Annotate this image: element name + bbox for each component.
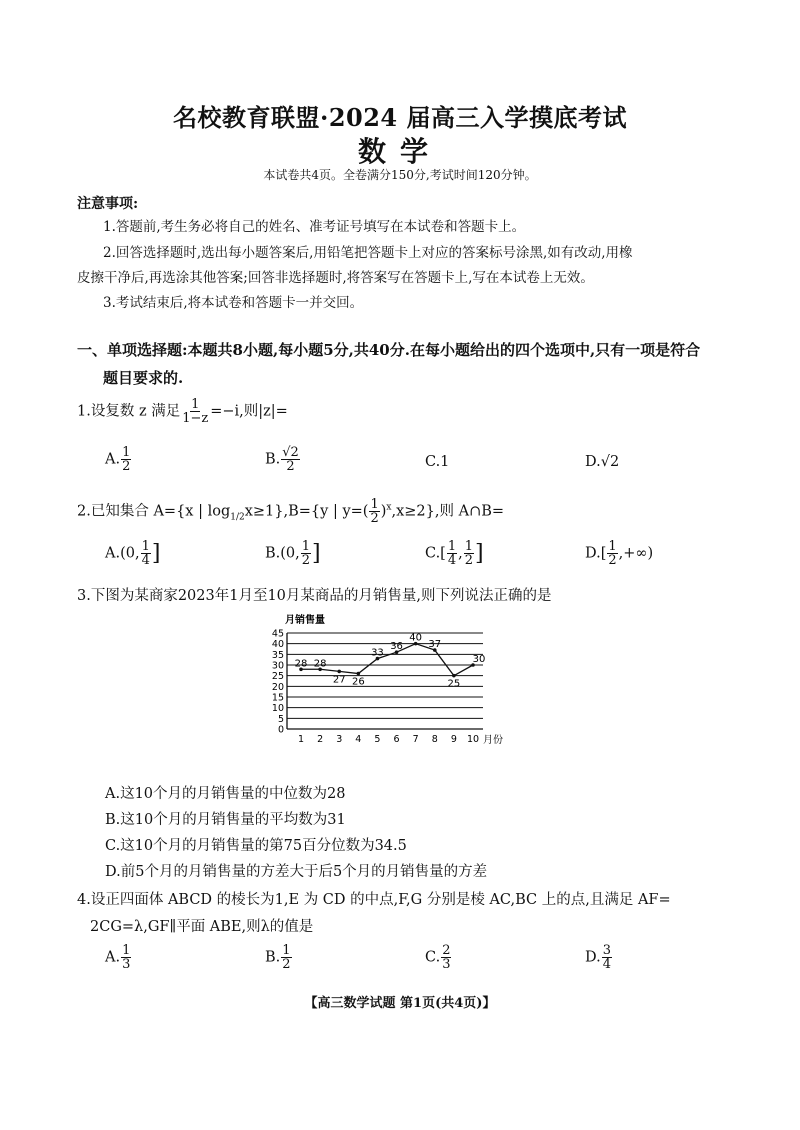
chart-y-tick-label: 5: [277, 713, 284, 725]
chart-data-label: 28: [294, 658, 308, 670]
notice-item-2-line-1: 2.回答选择题时,选出每小题答案后,用铅笔把答题卡上对应的答案标号涂黑,如有改动,用橡: [103, 245, 633, 261]
chart-x-tick-label: 3: [336, 734, 343, 745]
chart-data-label: 36: [390, 641, 403, 653]
notice-item-2-line-2: 皮擦干净后,再选涂其他答案;回答非选择题时,将答案写在答题卡上,写在本试卷上无效。: [77, 270, 594, 286]
chart-data-point: [357, 672, 361, 676]
q3-option-a[interactable]: A.这10个月的月销售量的中位数为28: [105, 786, 346, 802]
chart-x-tick-label: 8: [431, 734, 438, 745]
question-1-stem: 1.设复数 z 满足 $\frac{1}{1-z}$ =−i,则|z|=: [77, 397, 288, 426]
chart-data-label: 26: [351, 676, 365, 688]
question-2-stem: 2.已知集合 A={x | $\log_{1/2}x\ge 1\},B=\{y$ | y=( $\frac{1}{2}$ )$^x$,x≥2},则 A∩B=: [77, 497, 505, 526]
page-footer: 【高三数学试题 第1页(共4页)】: [304, 996, 496, 1011]
chart-y-tick-label: 10: [271, 703, 284, 715]
q4-option-d[interactable]: D. $\frac{3}{4}$: [585, 943, 611, 972]
q1-fraction: $\frac{1}{1-z}$: [182, 397, 209, 426]
chart-data-label: 27: [332, 674, 346, 686]
chart-y-tick-label: 15: [271, 692, 284, 704]
chart-y-tick-label: 25: [271, 671, 284, 683]
chart-data-label: 37: [428, 639, 442, 651]
notice-item-1: 1.答题前,考生务必将自己的姓名、准考证号填写在本试卷和答题卡上。: [103, 219, 526, 235]
q1-option-d[interactable]: D.√2: [585, 454, 620, 470]
chart-y-tick-label: 20: [271, 681, 284, 693]
q4-option-a[interactable]: A. $\frac{1}{3}$: [105, 943, 131, 972]
question-4-stem-line-2: 2CG=λ,GF∥平面 ABE,则λ的值是: [90, 919, 314, 935]
chart-y-axis-label: 月销售量: [285, 615, 325, 626]
chart-y-tick-label: 35: [271, 649, 284, 661]
q4-option-c[interactable]: C. $\frac{2}{3}$: [425, 943, 451, 972]
exam-title: 名校教育联盟·2024 届高三入学摸底考试: [172, 103, 627, 132]
section-heading-line-2: 题目要求的.: [103, 369, 184, 387]
chart-data-label: 25: [447, 678, 461, 690]
chart-data-point: [337, 670, 341, 674]
chart-y-tick-label: 45: [271, 628, 284, 640]
chart-data-label: 40: [409, 632, 423, 644]
q3-option-b[interactable]: B.这10个月的月销售量的平均数为31: [105, 812, 346, 828]
q2-option-c[interactable]: C.[ $\frac{1}{4}$ , $\frac{1}{2}$ ]: [425, 539, 484, 568]
chart-data-label: 33: [371, 647, 384, 659]
q2-option-d[interactable]: D.[ $\frac{1}{2}$ ,+∞): [585, 539, 654, 568]
chart-x-tick-label: 9: [450, 734, 457, 745]
q2-option-b[interactable]: B.(0, $\frac{1}{2}$ ]: [265, 539, 321, 568]
q3-option-c[interactable]: C.这10个月的月销售量的第75百分位数为34.5: [105, 838, 407, 854]
q1-option-b[interactable]: B. $\frac{√2}{2}$: [265, 445, 299, 474]
q4-option-b[interactable]: B. $\frac{1}{2}$: [265, 943, 291, 972]
section-heading-line-1: 一、单项选择题:本题共8小题,每小题5分,共40分.在每小题给出的四个选项中,只有一项是符合: [77, 341, 701, 359]
chart-y-tick-label: 30: [271, 660, 284, 672]
chart-data-label: 28: [313, 658, 327, 670]
question-3-stem: 3.下图为某商家2023年1月至10月某商品的月销售量,则下列说法正确的是: [77, 588, 552, 604]
chart-series-line: [301, 644, 473, 676]
chart-y-tick-label: 0: [277, 724, 284, 736]
question-4-stem-line-1: 4.设正四面体 ABCD 的棱长为1,E 为 CD 的中点,F,G 分别是棱 AC,BC 上的点,且满足 AF=: [77, 892, 671, 908]
notice-item-3: 3.考试结束后,将本试卷和答题卡一并交回。: [103, 295, 364, 311]
chart-x-tick-label: 4: [355, 734, 362, 745]
chart-x-tick-label: 10: [466, 734, 480, 745]
chart-data-point: [452, 674, 456, 678]
chart-data-label: 30: [472, 654, 486, 665]
chart-x-axis-label: 月份: [483, 735, 503, 746]
q1-option-a[interactable]: A. $\frac{1}{2}$: [105, 445, 131, 474]
chart-y-tick-label: 40: [271, 639, 284, 651]
sales-line-chart: [255, 612, 515, 752]
chart-x-tick-label: 7: [412, 734, 419, 745]
subject-title: 数学: [357, 135, 442, 168]
chart-x-tick-label: 1: [297, 734, 305, 745]
q3-option-d[interactable]: D.前5个月的月销售量的方差大于后5个月的月销售量的方差: [105, 864, 488, 880]
exam-info: 本试卷共4页。全卷满分150分,考试时间120分钟。: [263, 168, 537, 182]
chart-x-tick-label: 5: [374, 734, 381, 745]
q1-option-c[interactable]: C.1: [425, 454, 450, 470]
chart-x-tick-label: 2: [317, 734, 324, 745]
q2-option-a[interactable]: A.(0, $\frac{1}{4}$ ]: [105, 539, 161, 568]
chart-x-tick-label: 6: [393, 734, 400, 745]
notice-title: 注意事项:: [77, 196, 139, 212]
